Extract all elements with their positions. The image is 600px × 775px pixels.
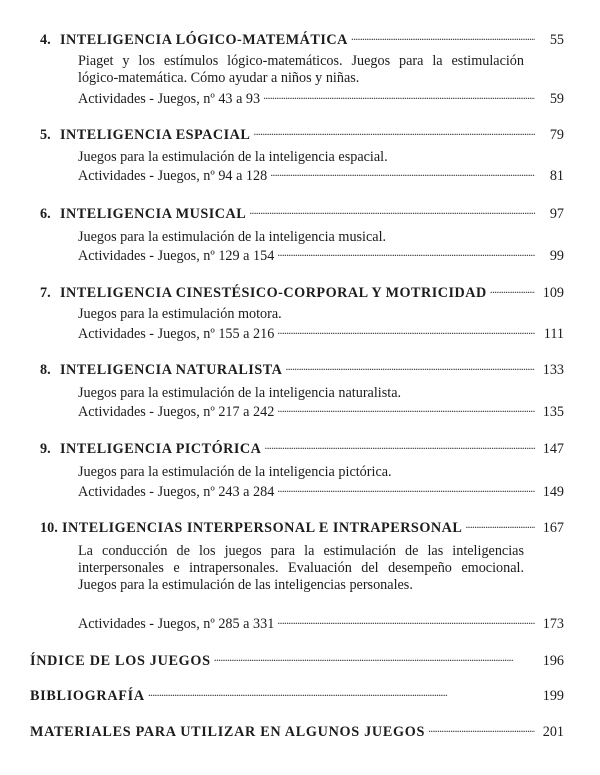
chapter-page: 147 bbox=[542, 441, 564, 457]
toc-chapter-10 bbox=[40, 518, 564, 537]
toc-chapter-8 bbox=[40, 360, 564, 379]
dot-leader bbox=[253, 125, 535, 139]
activities-label: Actividades - Juegos, nº 129 a 154 bbox=[78, 248, 275, 264]
toc-chapter-4 bbox=[40, 30, 564, 49]
dot-leader bbox=[490, 283, 535, 297]
chapter-description: Piaget y los estímulos lógico-matemáticos. Juegos para la estimulación lógico-matemática. Cómo ayudar a niños y niñas. bbox=[78, 53, 524, 86]
chapter-title: INTELIGENCIA ESPACIAL bbox=[60, 127, 251, 143]
dot-leader bbox=[148, 686, 535, 700]
chapter-description: Juegos para la estimulación de la inteligencia musical. bbox=[78, 229, 387, 245]
chapter-title: INTELIGENCIA LÓGICO-MATEMÁTICA bbox=[60, 32, 348, 48]
chapter-number: 6. bbox=[40, 206, 51, 222]
toc-activities-9 bbox=[78, 482, 564, 501]
activities-label: Actividades - Juegos, nº 217 a 242 bbox=[78, 404, 275, 420]
chapter-title: INTELIGENCIA PICTÓRICA bbox=[60, 441, 262, 457]
chapter-title: INTELIGENCIA NATURALISTA bbox=[60, 362, 283, 378]
dot-leader bbox=[263, 89, 535, 103]
chapter-page: 55 bbox=[549, 32, 564, 48]
toc-activities-7 bbox=[78, 324, 564, 343]
chapter-page: 167 bbox=[542, 520, 564, 536]
toc-chapter-9 bbox=[40, 439, 564, 458]
toc-section-index bbox=[30, 651, 564, 670]
chapter-title: INTELIGENCIAS INTERPERSONAL E INTRAPERSONAL bbox=[62, 520, 463, 536]
toc-activities-6 bbox=[78, 246, 564, 265]
section-title: BIBLIOGRAFÍA bbox=[30, 688, 145, 704]
activities-page: 149 bbox=[542, 484, 564, 500]
activities-page: 99 bbox=[549, 248, 564, 264]
dot-leader bbox=[351, 30, 535, 44]
activities-label: Actividades - Juegos, nº 285 a 331 bbox=[78, 616, 275, 632]
chapter-number: 9. bbox=[40, 441, 51, 457]
chapter-description: Juegos para la estimulación de la inteligencia espacial. bbox=[78, 149, 388, 165]
toc-activities-4 bbox=[78, 89, 564, 108]
dot-leader bbox=[285, 360, 535, 374]
dot-leader bbox=[277, 614, 535, 628]
activities-label: Actividades - Juegos, nº 243 a 284 bbox=[78, 484, 275, 500]
toc-section-bibliography bbox=[30, 686, 564, 705]
toc-activities-10 bbox=[78, 614, 564, 633]
dot-leader bbox=[277, 482, 535, 496]
chapter-description: Juegos para la estimulación de la inteligencia pictórica. bbox=[78, 464, 392, 480]
toc-chapter-7 bbox=[40, 283, 564, 302]
chapter-number: 8. bbox=[40, 362, 51, 378]
activities-label: Actividades - Juegos, nº 94 a 128 bbox=[78, 168, 268, 184]
chapter-description: Juegos para la estimulación de la inteligencia naturalista. bbox=[78, 385, 402, 401]
dot-leader bbox=[270, 166, 535, 180]
section-title: MATERIALES PARA UTILIZAR EN ALGUNOS JUEGOS bbox=[30, 724, 426, 740]
chapter-number: 10. bbox=[40, 520, 58, 536]
section-page: 201 bbox=[542, 724, 564, 740]
chapter-page: 133 bbox=[542, 362, 564, 378]
section-page: 196 bbox=[542, 653, 564, 669]
chapter-number: 7. bbox=[40, 285, 51, 301]
dot-leader bbox=[214, 651, 535, 665]
dot-leader bbox=[277, 324, 535, 338]
chapter-page: 109 bbox=[542, 285, 564, 301]
chapter-description: La conducción de los juegos para la estimulación de las inteligencias interpersonales e intrapersonales. Evaluación del desempeño emocional. Juegos para la estimulación de las inteligencias personales. bbox=[78, 543, 524, 593]
toc-chapter-6 bbox=[40, 204, 564, 223]
activities-page: 81 bbox=[549, 168, 564, 184]
chapter-title: INTELIGENCIA MUSICAL bbox=[60, 206, 247, 222]
dot-leader bbox=[428, 722, 535, 736]
activities-label: Actividades - Juegos, nº 155 a 216 bbox=[78, 326, 275, 342]
chapter-page: 97 bbox=[549, 206, 564, 222]
dot-leader bbox=[465, 518, 535, 532]
toc-activities-8 bbox=[78, 402, 564, 421]
chapter-number: 5. bbox=[40, 127, 51, 143]
activities-page: 111 bbox=[543, 326, 564, 342]
dot-leader bbox=[277, 402, 535, 416]
toc-section-materials bbox=[30, 722, 564, 741]
dot-leader bbox=[249, 204, 535, 218]
activities-page: 135 bbox=[542, 404, 564, 420]
chapter-title: INTELIGENCIA CINESTÉSICO-CORPORAL Y MOTRICIDAD bbox=[60, 285, 487, 301]
section-title: ÍNDICE DE LOS JUEGOS bbox=[30, 653, 211, 669]
activities-page: 173 bbox=[542, 616, 564, 632]
dot-leader bbox=[264, 439, 535, 453]
chapter-page: 79 bbox=[549, 127, 564, 143]
chapter-description: Juegos para la estimulación motora. bbox=[78, 306, 282, 322]
chapter-number: 4. bbox=[40, 32, 51, 48]
activities-page: 59 bbox=[549, 91, 564, 107]
activities-label: Actividades - Juegos, nº 43 a 93 bbox=[78, 91, 261, 107]
dot-leader bbox=[277, 246, 535, 260]
toc-activities-5 bbox=[78, 166, 564, 185]
section-page: 199 bbox=[542, 688, 564, 704]
toc-chapter-5 bbox=[40, 125, 564, 144]
